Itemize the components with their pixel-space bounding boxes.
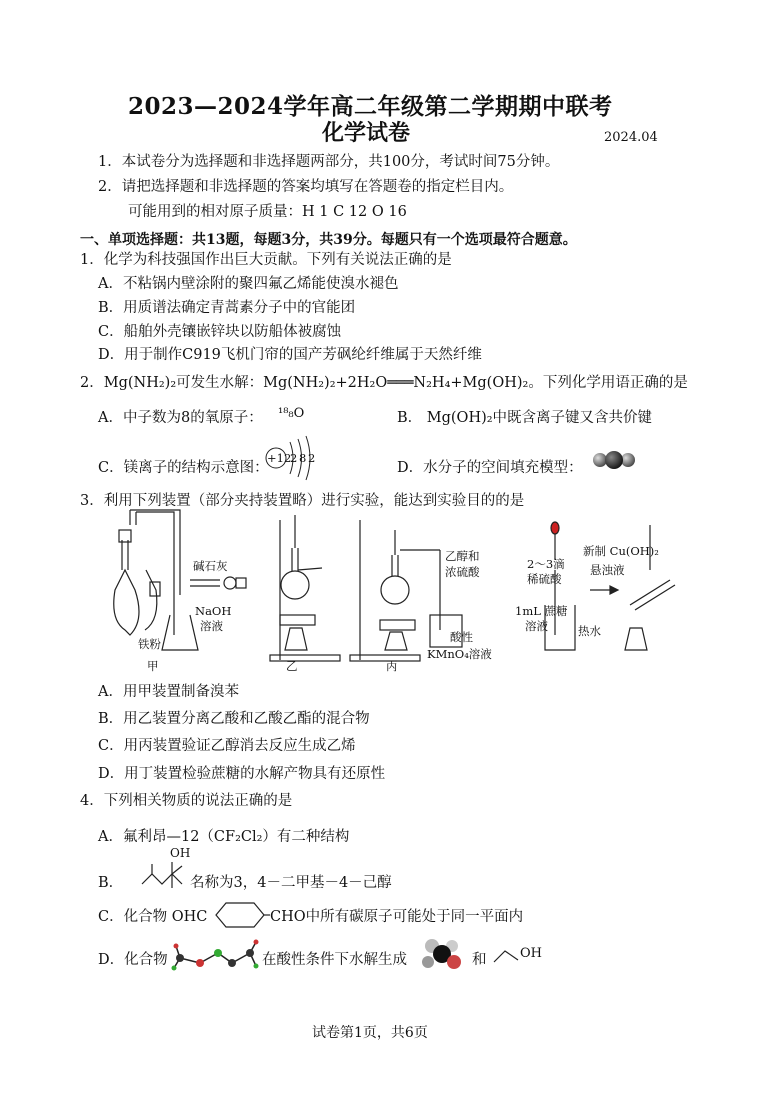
q3-apparatus-figure bbox=[90, 510, 690, 675]
q1-option-b: B．用质谱法确定青蒿素分子中的官能团 bbox=[98, 300, 356, 316]
q4-option-d-prefix: D．化合物 bbox=[98, 952, 168, 968]
q3-option-d: D．用丁装置检验蔗糖的水解产物具有还原性 bbox=[98, 766, 386, 782]
q4-c-cyclohexane-ring bbox=[214, 900, 270, 930]
label-yi: 乙 bbox=[286, 659, 298, 673]
label-cuoh2: 新制 Cu(OH)₂ bbox=[583, 544, 659, 558]
label-naoh: NaOH bbox=[195, 604, 232, 618]
label-sucrose: 1mL 蔗糖 bbox=[515, 604, 568, 618]
q2-option-b: B． Mg(OH)₂中既含离子键又含共价键 bbox=[397, 410, 653, 426]
label-jia: 甲 bbox=[147, 659, 159, 673]
label-suspension: 悬浊液 bbox=[590, 563, 625, 577]
q2-option-c: C．镁离子的结构示意图： bbox=[98, 460, 269, 476]
instruction-2: 2．请把选择题和非选择题的答案均填写在答题卷的指定栏目内。 bbox=[98, 179, 514, 195]
q2-stem: 2．Mg(NH₂)₂可发生水解：Mg(NH₂)₂+2H₂O═══N₂H₄+Mg(OH)₂。下列化学用语正确的是 bbox=[80, 375, 688, 391]
q2-a-nuclide: ¹⁸₈O bbox=[278, 406, 305, 421]
q4-option-b-text: 名称为3，4－二甲基－4－己醇 bbox=[190, 875, 392, 891]
page-footer: 试卷第1页，共6页 bbox=[312, 1025, 428, 1041]
q1-option-a: A．不粘锅内壁涂附的聚四氟乙烯能使溴水褪色 bbox=[98, 276, 399, 292]
q1-stem: 1．化学为科技强国作出巨大贡献。下列有关说法正确的是 bbox=[80, 252, 452, 268]
label-soda-lime: 碱石灰 bbox=[193, 559, 228, 573]
q3-stem: 3．利用下列装置（部分夹持装置略）进行实验，能达到实验目的的是 bbox=[80, 493, 525, 509]
q4-option-c-suffix: CHO中所有碳原子可能处于同一平面内 bbox=[270, 909, 524, 925]
q1-option-c: C．船舶外壳镶嵌锌块以防船体被腐蚀 bbox=[98, 324, 342, 340]
q4-d-product-model bbox=[418, 936, 466, 972]
q4-d-ethanol-skeletal bbox=[494, 948, 520, 964]
exam-title: 2023—2024学年高二年级第二学期期中联考 bbox=[128, 93, 613, 120]
q3-option-b: B．用乙装置分离乙酸和乙酸乙酯的混合物 bbox=[98, 711, 370, 727]
label-conc-h2so4: 浓硫酸 bbox=[445, 565, 480, 579]
q4-option-a: A．氟利昂—12（CF₂Cl₂）有二种结构 bbox=[98, 829, 350, 845]
q4-option-d-mid: 在酸性条件下水解生成 bbox=[262, 952, 407, 968]
q4-stem: 4．下列相关物质的说法正确的是 bbox=[80, 793, 293, 809]
q4-d-ball-stick-model bbox=[170, 938, 260, 978]
label-dilute-h2so4: 稀硫酸 bbox=[527, 572, 562, 586]
nucleus-charge: +12 bbox=[267, 451, 292, 465]
label-hot-water: 热水 bbox=[578, 624, 601, 638]
q4-option-b-prefix: B． bbox=[98, 875, 124, 891]
q3-option-a: A．用甲装置制备溴苯 bbox=[98, 684, 239, 700]
label-acidic: 酸性 bbox=[450, 630, 473, 644]
shell-3-count: 2 bbox=[308, 451, 316, 465]
magnesium-ion-structure bbox=[262, 434, 322, 494]
shell-2-count: 8 bbox=[299, 451, 307, 465]
shell-1-count: 2 bbox=[290, 451, 298, 465]
instruction-1: 1．本试卷分为选择题和非选择题两部分，共100分，考试时间75分钟。 bbox=[98, 154, 560, 170]
label-bing: 丙 bbox=[386, 659, 398, 673]
q2-option-d: D．水分子的空间填充模型： bbox=[397, 460, 583, 476]
label-iron-powder: 铁粉 bbox=[138, 637, 161, 651]
label-ethanol: 乙醇和 bbox=[445, 549, 480, 563]
exam-date: 2024.04 bbox=[604, 130, 658, 145]
exam-subtitle: 化学试卷 bbox=[322, 120, 411, 146]
water-space-filling-model bbox=[590, 448, 640, 472]
q3-option-c: C．用丙装置验证乙醇消去反应生成乙烯 bbox=[98, 738, 356, 754]
q4-option-c-prefix: C．化合物 OHC bbox=[98, 909, 208, 925]
q4-d-oh: OH bbox=[520, 946, 542, 961]
q4-option-d-and: 和 bbox=[472, 952, 487, 968]
atomic-masses: 可能用到的相对原子质量：H 1 C 12 O 16 bbox=[128, 204, 407, 220]
q1-option-d: D．用于制作C919飞机门帘的国产芳砜纶纤维属于天然纤维 bbox=[98, 347, 482, 363]
label-solution: 溶液 bbox=[200, 619, 223, 633]
label-kmno4: KMnO₄溶液 bbox=[427, 647, 492, 661]
q4-b-oh: OH bbox=[170, 846, 191, 860]
label-sucrose-solution: 溶液 bbox=[525, 619, 548, 633]
q2-option-a: A．中子数为8的氧原子： bbox=[98, 410, 263, 426]
label-drops: 2～3滴 bbox=[527, 557, 565, 571]
section-heading: 一、单项选择题：共13题，每题3分，共39分。每题只有一个选项最符合题意。 bbox=[80, 232, 577, 248]
